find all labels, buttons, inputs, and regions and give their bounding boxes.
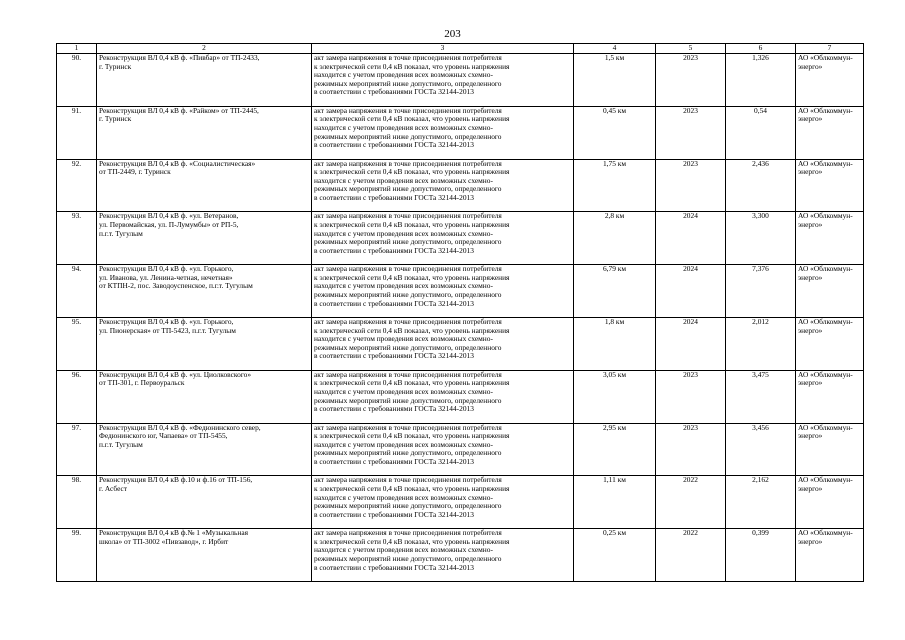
justification [312, 529, 574, 582]
object-name [97, 423, 312, 476]
justification-line: к электрической сети 0,4 кВ показал, что уровень напряжения [314, 483, 510, 493]
object-name [97, 476, 312, 529]
object-name [97, 212, 312, 265]
justification-line: режимных мероприятий ниже допустимого, определенного [314, 131, 502, 141]
cost-value: 3,456 [726, 423, 796, 476]
organization-line: АО «Облкоммун- [798, 264, 853, 274]
table-row [57, 212, 864, 265]
completion-year: 2022 [656, 476, 726, 529]
table-row [57, 54, 864, 107]
organization [796, 265, 864, 318]
organization-line: АО «Облкоммун- [798, 528, 853, 538]
justification-line: режимных мероприятий ниже допустимого, определенного [314, 342, 502, 352]
justification-line: режимных мероприятий ниже допустимого, определенного [314, 501, 502, 511]
object-name-line: ул. Пионерская» от ТП-5423, п.г.т. Тугулым [99, 325, 236, 335]
object-name-line: Реконструкция ВЛ 0,4 кВ ф. «Райком» от ТП-2445, [99, 105, 259, 115]
column-number: 3 [312, 44, 574, 54]
justification [312, 265, 574, 318]
object-name-line: Реконструкция ВЛ 0,4 кВ ф. «ул. Циолковского» [99, 369, 252, 379]
justification-line: в соответствии с требованиями ГОСТа 32144-2013 [314, 298, 474, 308]
organization-line: энерго» [798, 378, 823, 388]
cost-value: 2,436 [726, 159, 796, 212]
row-number: 97. [57, 423, 97, 476]
line-length: 3,05 км [574, 370, 656, 423]
line-length: 0,45 км [574, 106, 656, 159]
justification-line: в соответствии с требованиями ГОСТа 32144-2013 [314, 192, 474, 202]
line-length: 6,79 км [574, 265, 656, 318]
object-name-line: Реконструкция ВЛ 0,4 кВ ф. «Пивбар» от ТП-2433, [99, 53, 260, 62]
object-name [97, 370, 312, 423]
completion-year: 2023 [656, 106, 726, 159]
line-length: 1,8 км [574, 317, 656, 370]
organization [796, 423, 864, 476]
justification-line: режимных мероприятий ниже допустимого, определенного [314, 184, 502, 194]
justification [312, 54, 574, 107]
line-length: 2,95 км [574, 423, 656, 476]
organization-line: энерго» [798, 272, 823, 282]
justification [312, 370, 574, 423]
cost-value: 0,399 [726, 529, 796, 582]
justification-line: находится с учетом проведения всех возможных схемно- [314, 228, 493, 238]
completion-year: 2024 [656, 212, 726, 265]
organization-line: АО «Облкоммун- [798, 369, 853, 379]
justification-line: в соответствии с требованиями ГОСТа 32144-2013 [314, 404, 474, 414]
justification-line: акт замера напряжения в точке присоединения потребителя [314, 422, 502, 432]
justification-line: акт замера напряжения в точке присоединения потребителя [314, 528, 502, 538]
justification-line: находится с учетом проведения всех возможных схемно- [314, 492, 493, 502]
justification-line: в соответствии с требованиями ГОСТа 32144-2013 [314, 562, 474, 572]
organization [796, 212, 864, 265]
cost-value: 2,012 [726, 317, 796, 370]
object-name [97, 106, 312, 159]
organization [796, 106, 864, 159]
justification [312, 317, 574, 370]
organization [796, 476, 864, 529]
object-name [97, 529, 312, 582]
justification-line: акт замера напряжения в точке присоединения потребителя [314, 316, 502, 326]
justification-line: акт замера напряжения в точке присоединения потребителя [314, 158, 502, 168]
justification-line: акт замера напряжения в точке присоединения потребителя [314, 105, 502, 115]
justification-line: в соответствии с требованиями ГОСТа 32144-2013 [314, 351, 474, 361]
object-name-line: ул. Первомайская, ул. П-Лумумбы» от РП-5, [99, 219, 239, 229]
object-name [97, 317, 312, 370]
object-name-line: п.г.т. Тугулым [99, 228, 143, 238]
organization-line: АО «Облкоммун- [798, 53, 853, 62]
column-number: 4 [574, 44, 656, 54]
completion-year: 2024 [656, 317, 726, 370]
justification-line: к электрической сети 0,4 кВ показал, что уровень напряжения [314, 61, 510, 71]
justification-line: режимных мероприятий ниже допустимого, определенного [314, 553, 502, 563]
organization-line: энерго» [798, 167, 823, 177]
object-name-line: Реконструкция ВЛ 0,4 кВ ф.№ 1 «Музыкальная [99, 528, 249, 538]
object-name-line: ул. Иванова, ул. Ленина-четная, нечетная» [99, 272, 233, 282]
organization-line: АО «Облкоммун- [798, 158, 853, 168]
justification-line: к электрической сети 0,4 кВ показал, что уровень напряжения [314, 219, 510, 229]
cost-value: 2,162 [726, 476, 796, 529]
justification-line: к электрической сети 0,4 кВ показал, что уровень напряжения [314, 272, 510, 282]
row-number: 93. [57, 212, 97, 265]
justification-line: режимных мероприятий ниже допустимого, определенного [314, 237, 502, 247]
line-length: 1,11 км [574, 476, 656, 529]
object-name-line: г. Туринск [99, 114, 132, 124]
justification [312, 212, 574, 265]
organization [796, 529, 864, 582]
justification-line: находится с учетом проведения всех возможных схемно- [314, 334, 493, 344]
organization-line: энерго» [798, 219, 823, 229]
organization-line: энерго» [798, 61, 823, 71]
completion-year: 2024 [656, 265, 726, 318]
row-number: 99. [57, 529, 97, 582]
justification-line: режимных мероприятий ниже допустимого, определенного [314, 78, 502, 88]
object-name-line: г. Туринск [99, 61, 132, 71]
table-row [57, 529, 864, 582]
justification-line: акт замера напряжения в точке присоединения потребителя [314, 475, 502, 485]
line-length: 0,25 км [574, 529, 656, 582]
organization [796, 54, 864, 107]
organization-line: АО «Облкоммун- [798, 475, 853, 485]
object-name [97, 265, 312, 318]
justification-line: находится с учетом проведения всех возможных схемно- [314, 281, 493, 291]
reconstruction-table [56, 43, 864, 582]
table-row [57, 317, 864, 370]
organization-line: АО «Облкоммун- [798, 211, 853, 221]
row-number: 94. [57, 265, 97, 318]
column-number: 2 [97, 44, 312, 54]
justification-line: акт замера напряжения в точке присоединения потребителя [314, 211, 502, 221]
justification-line: акт замера напряжения в точке присоединения потребителя [314, 264, 502, 274]
justification-line: к электрической сети 0,4 кВ показал, что уровень напряжения [314, 431, 510, 441]
object-name-line: Реконструкция ВЛ 0,4 кВ ф. «Федюнинского север, [99, 422, 261, 432]
justification-line: в соответствии с требованиями ГОСТа 32144-2013 [314, 87, 474, 97]
table-row [57, 423, 864, 476]
justification-line: находится с учетом проведения всех возможных схемно- [314, 439, 493, 449]
organization-line: энерго» [798, 483, 823, 493]
justification-line: находится с учетом проведения всех возможных схемно- [314, 70, 493, 80]
organization [796, 317, 864, 370]
justification-line: к электрической сети 0,4 кВ показал, что уровень напряжения [314, 378, 510, 388]
justification [312, 476, 574, 529]
completion-year: 2023 [656, 423, 726, 476]
organization-line: АО «Облкоммун- [798, 422, 853, 432]
organization-line: энерго» [798, 431, 823, 441]
object-name-line: г. Асбест [99, 483, 128, 493]
object-name-line: от ТП-301, г. Первоуральск [99, 378, 185, 388]
organization-line: энерго» [798, 114, 823, 124]
line-length: 1,5 км [574, 54, 656, 107]
page-number: 203 [444, 28, 461, 40]
row-number: 96. [57, 370, 97, 423]
justification-line: в соответствии с требованиями ГОСТа 32144-2013 [314, 509, 474, 519]
row-number: 98. [57, 476, 97, 529]
cost-value: 7,376 [726, 265, 796, 318]
table-row [57, 265, 864, 318]
completion-year: 2023 [656, 159, 726, 212]
justification-line: находится с учетом проведения всех возможных схемно- [314, 175, 493, 185]
justification-line: к электрической сети 0,4 кВ показал, что уровень напряжения [314, 325, 510, 335]
object-name-line: Реконструкция ВЛ 0,4 кВ ф. «Социалистическая» [99, 158, 256, 168]
organization-line: АО «Облкоммун- [798, 105, 853, 115]
table-row [57, 476, 864, 529]
justification [312, 106, 574, 159]
row-number: 90. [57, 54, 97, 107]
column-number: 6 [726, 44, 796, 54]
row-number: 91. [57, 106, 97, 159]
justification-line: находится с учетом проведения всех возможных схемно- [314, 122, 493, 132]
table-row [57, 370, 864, 423]
organization [796, 159, 864, 212]
completion-year: 2022 [656, 529, 726, 582]
table-row [57, 159, 864, 212]
row-number: 95. [57, 317, 97, 370]
object-name-line: Реконструкция ВЛ 0,4 кВ ф. «ул. Ветеранов, [99, 211, 239, 221]
justification-line: к электрической сети 0,4 кВ показал, что уровень напряжения [314, 167, 510, 177]
column-number: 5 [656, 44, 726, 54]
organization [796, 370, 864, 423]
object-name-line: от КТПН-2, пос. Заводоуспенское, п.г.т. Тугулым [99, 281, 253, 291]
organization-line: АО «Облкоммун- [798, 316, 853, 326]
object-name-line: п.г.т. Тугулым [99, 439, 143, 449]
table-row [57, 106, 864, 159]
line-length: 2,8 км [574, 212, 656, 265]
cost-value: 3,475 [726, 370, 796, 423]
justification-line: акт замера напряжения в точке присоединения потребителя [314, 369, 502, 379]
justification-line: режимных мероприятий ниже допустимого, определенного [314, 448, 502, 458]
justification-line: находится с учетом проведения всех возможных схемно- [314, 545, 493, 555]
cost-value: 0,54 [726, 106, 796, 159]
justification-line: в соответствии с требованиями ГОСТа 32144-2013 [314, 140, 474, 150]
justification-line: к электрической сети 0,4 кВ показал, что уровень напряжения [314, 536, 510, 546]
cost-value: 3,300 [726, 212, 796, 265]
organization-line: энерго» [798, 536, 823, 546]
object-name-line: Реконструкция ВЛ 0,4 кВ ф. «ул. Горького, [99, 264, 234, 274]
cost-value: 1,326 [726, 54, 796, 107]
table-body [57, 54, 864, 582]
justification-line: в соответствии с требованиями ГОСТа 32144-2013 [314, 456, 474, 466]
object-name-line: от ТП-2449, г. Туринск [99, 167, 171, 177]
justification [312, 423, 574, 476]
row-number: 92. [57, 159, 97, 212]
object-name-line: Реконструкция ВЛ 0,4 кВ ф. «ул. Горького, [99, 316, 234, 326]
object-name-line: школа» от ТП-3002 «Пивзавод», г. Ирбит [99, 536, 229, 546]
object-name-line: Федюнинского юг, Чапаева» от ТП-5455, [99, 431, 228, 441]
line-length: 1,75 км [574, 159, 656, 212]
justification-line: акт замера напряжения в точке присоединения потребителя [314, 53, 502, 62]
justification-line: находится с учетом проведения всех возможных схемно- [314, 386, 493, 396]
justification-line: режимных мероприятий ниже допустимого, определенного [314, 395, 502, 405]
object-name [97, 54, 312, 107]
organization-line: энерго» [798, 325, 823, 335]
object-name [97, 159, 312, 212]
justification [312, 159, 574, 212]
justification-line: к электрической сети 0,4 кВ показал, что уровень напряжения [314, 114, 510, 124]
object-name-line: Реконструкция ВЛ 0,4 кВ ф.10 и ф.16 от ТП-156, [99, 475, 253, 485]
column-number-row [57, 44, 864, 54]
column-number: 1 [57, 44, 97, 54]
justification-line: в соответствии с требованиями ГОСТа 32144-2013 [314, 245, 474, 255]
justification-line: режимных мероприятий ниже допустимого, определенного [314, 289, 502, 299]
column-number: 7 [796, 44, 864, 54]
completion-year: 2023 [656, 54, 726, 107]
completion-year: 2023 [656, 370, 726, 423]
